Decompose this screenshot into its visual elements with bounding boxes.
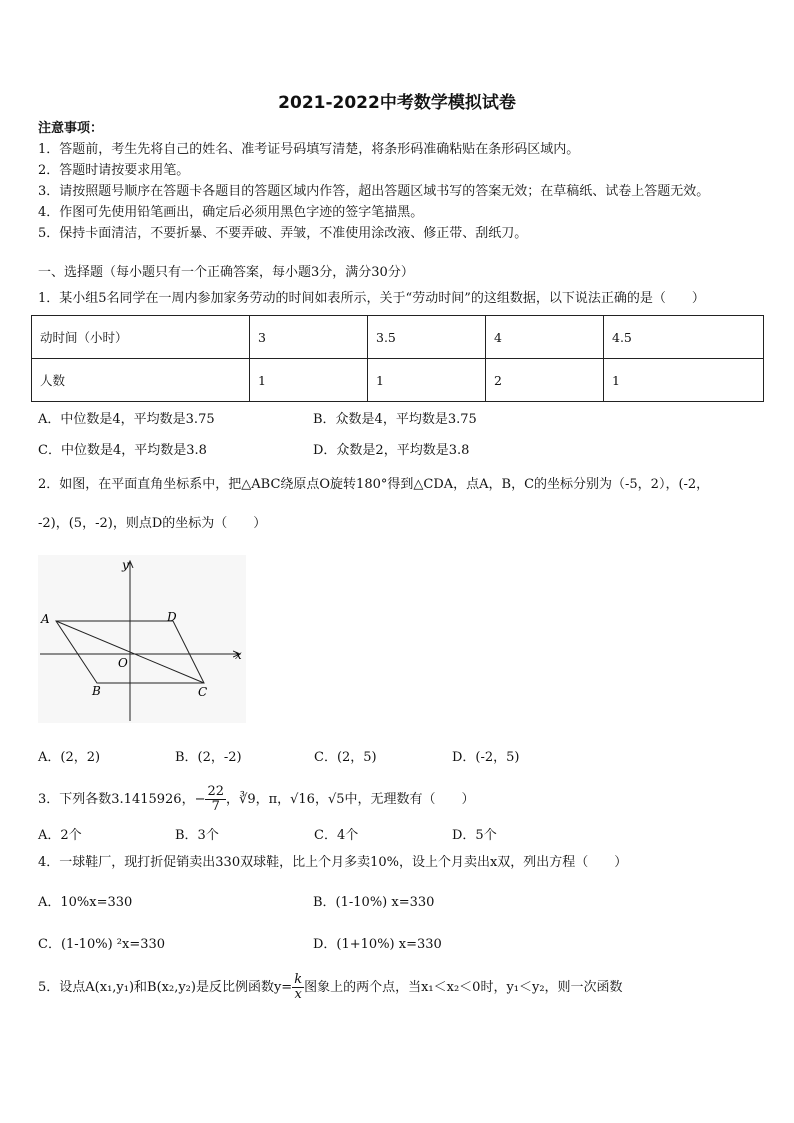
coordinate-diagram [38, 555, 246, 723]
q5-frac-den: x [294, 987, 302, 1002]
q3-option-a[interactable]: A．2个 [38, 828, 82, 843]
q4-option-b[interactable]: B．(1-10%) x=330 [313, 895, 435, 910]
q1-option-d[interactable]: D．众数是2，平均数是3.8 [313, 443, 470, 458]
table-cell: 1 [604, 359, 764, 402]
table-cell: 动时间（小时） [32, 316, 250, 359]
q3-items: ，∛9，π，√16，√5中，无理数有（ ） [226, 792, 475, 807]
q1-table [31, 315, 764, 402]
q4-option-a[interactable]: A．10%x=330 [38, 895, 133, 910]
q1-option-c[interactable]: C．中位数是4，平均数是3.8 [38, 443, 207, 458]
label-o: O [118, 656, 128, 670]
q1-stem: 1．某小组5名同学在一周内参加家务劳动的时间如表所示，关于“劳动时间”的这组数据，以下说法正确的是（ ） [38, 291, 705, 306]
q1-option-b[interactable]: B．众数是4，平均数是3.75 [313, 412, 477, 427]
table-row [32, 359, 764, 402]
q2-option-b[interactable]: B．(2，-2) [175, 750, 242, 765]
q5-stem [38, 972, 623, 1004]
table-cell: 4 [486, 316, 604, 359]
label-y: y [122, 558, 129, 572]
q5-fraction [292, 973, 304, 1002]
table-cell: 3.5 [368, 316, 486, 359]
q5-part2: 图象上的两个点，当x₁＜x₂＜0时，y₁＜y₂，则一次函数 [304, 980, 623, 995]
q1-option-a[interactable]: A．中位数是4，平均数是3.75 [38, 412, 215, 427]
q2-figure [38, 555, 246, 723]
label-c: C [198, 685, 208, 699]
q3-frac-num: 22 [207, 784, 225, 799]
notice-item-2: 2．答题时请按要求用笔。 [38, 163, 190, 178]
notice-item-3: 3．请按照题号顺序在答题卡各题目的答题区域内作答，超出答题区域书写的答案无效；在草稿纸、试卷上答题无效。 [38, 184, 710, 199]
table-cell: 2 [486, 359, 604, 402]
q5-frac-num: k [294, 972, 303, 987]
table-cell: 1 [368, 359, 486, 402]
q4-stem: 4．一球鞋厂，现打折促销卖出330双球鞋，比上个月多卖10%，设上个月卖出x双，列出方程（ ） [38, 855, 628, 870]
table-cell: 3 [250, 316, 368, 359]
q3-option-c[interactable]: C．4个 [314, 828, 359, 843]
table-row [32, 316, 764, 359]
q2-option-c[interactable]: C．(2，5) [314, 750, 377, 765]
q3-frac-den: 7 [211, 799, 220, 814]
label-x: x [235, 648, 242, 662]
q2-option-a[interactable]: A．(2，2) [38, 750, 101, 765]
q3-fraction [205, 785, 226, 814]
label-d: D [167, 610, 177, 624]
q4-option-c[interactable]: C．(1-10%) ²x=330 [38, 937, 166, 952]
q3-stem [38, 785, 475, 815]
label-b: B [92, 684, 101, 698]
notice-heading: 注意事项： [38, 121, 104, 136]
page-title: 2021-2022中考数学模拟试卷 [278, 93, 516, 113]
q4-option-d[interactable]: D．(1+10%) x=330 [313, 937, 442, 952]
notice-item-5: 5．保持卡面清洁，不要折暴、不要弄破、弄皱，不准使用涂改液、修正带、刮纸刀。 [38, 226, 528, 241]
notice-item-4: 4．作图可先使用铅笔画出，确定后必须用黑色字迹的签字笔描黑。 [38, 205, 424, 220]
table-cell: 4.5 [604, 316, 764, 359]
q3-option-d[interactable]: D．5个 [452, 828, 497, 843]
q3-minus: − [194, 792, 206, 807]
section-heading: 一、选择题（每小题只有一个正确答案，每小题3分，满分30分） [38, 265, 414, 280]
table-cell: 1 [250, 359, 368, 402]
q5-part1: 5．设点A(x₁,y₁)和B(x₂,y₂)是反比例函数y= [38, 980, 293, 995]
table-cell: 人数 [32, 359, 250, 402]
q2-stem-line1: 2．如图，在平面直角坐标系中，把△ABC绕原点O旋转180°得到△CDA，点A，B，C的坐标分别为（-5，2），(-2， [38, 477, 710, 492]
q3-option-b[interactable]: B．3个 [175, 828, 219, 843]
q2-option-d[interactable]: D．(-2，5) [452, 750, 520, 765]
q3-prefix: 3．下列各数3.1415926， [38, 792, 195, 807]
q2-stem-line2: -2)，(5，-2)，则点D的坐标为（ ） [38, 516, 267, 531]
label-a: A [41, 612, 50, 626]
notice-item-1: 1．答题前，考生先将自己的姓名、准考证号码填写清楚，将条形码准确粘贴在条形码区域内。 [38, 142, 580, 157]
